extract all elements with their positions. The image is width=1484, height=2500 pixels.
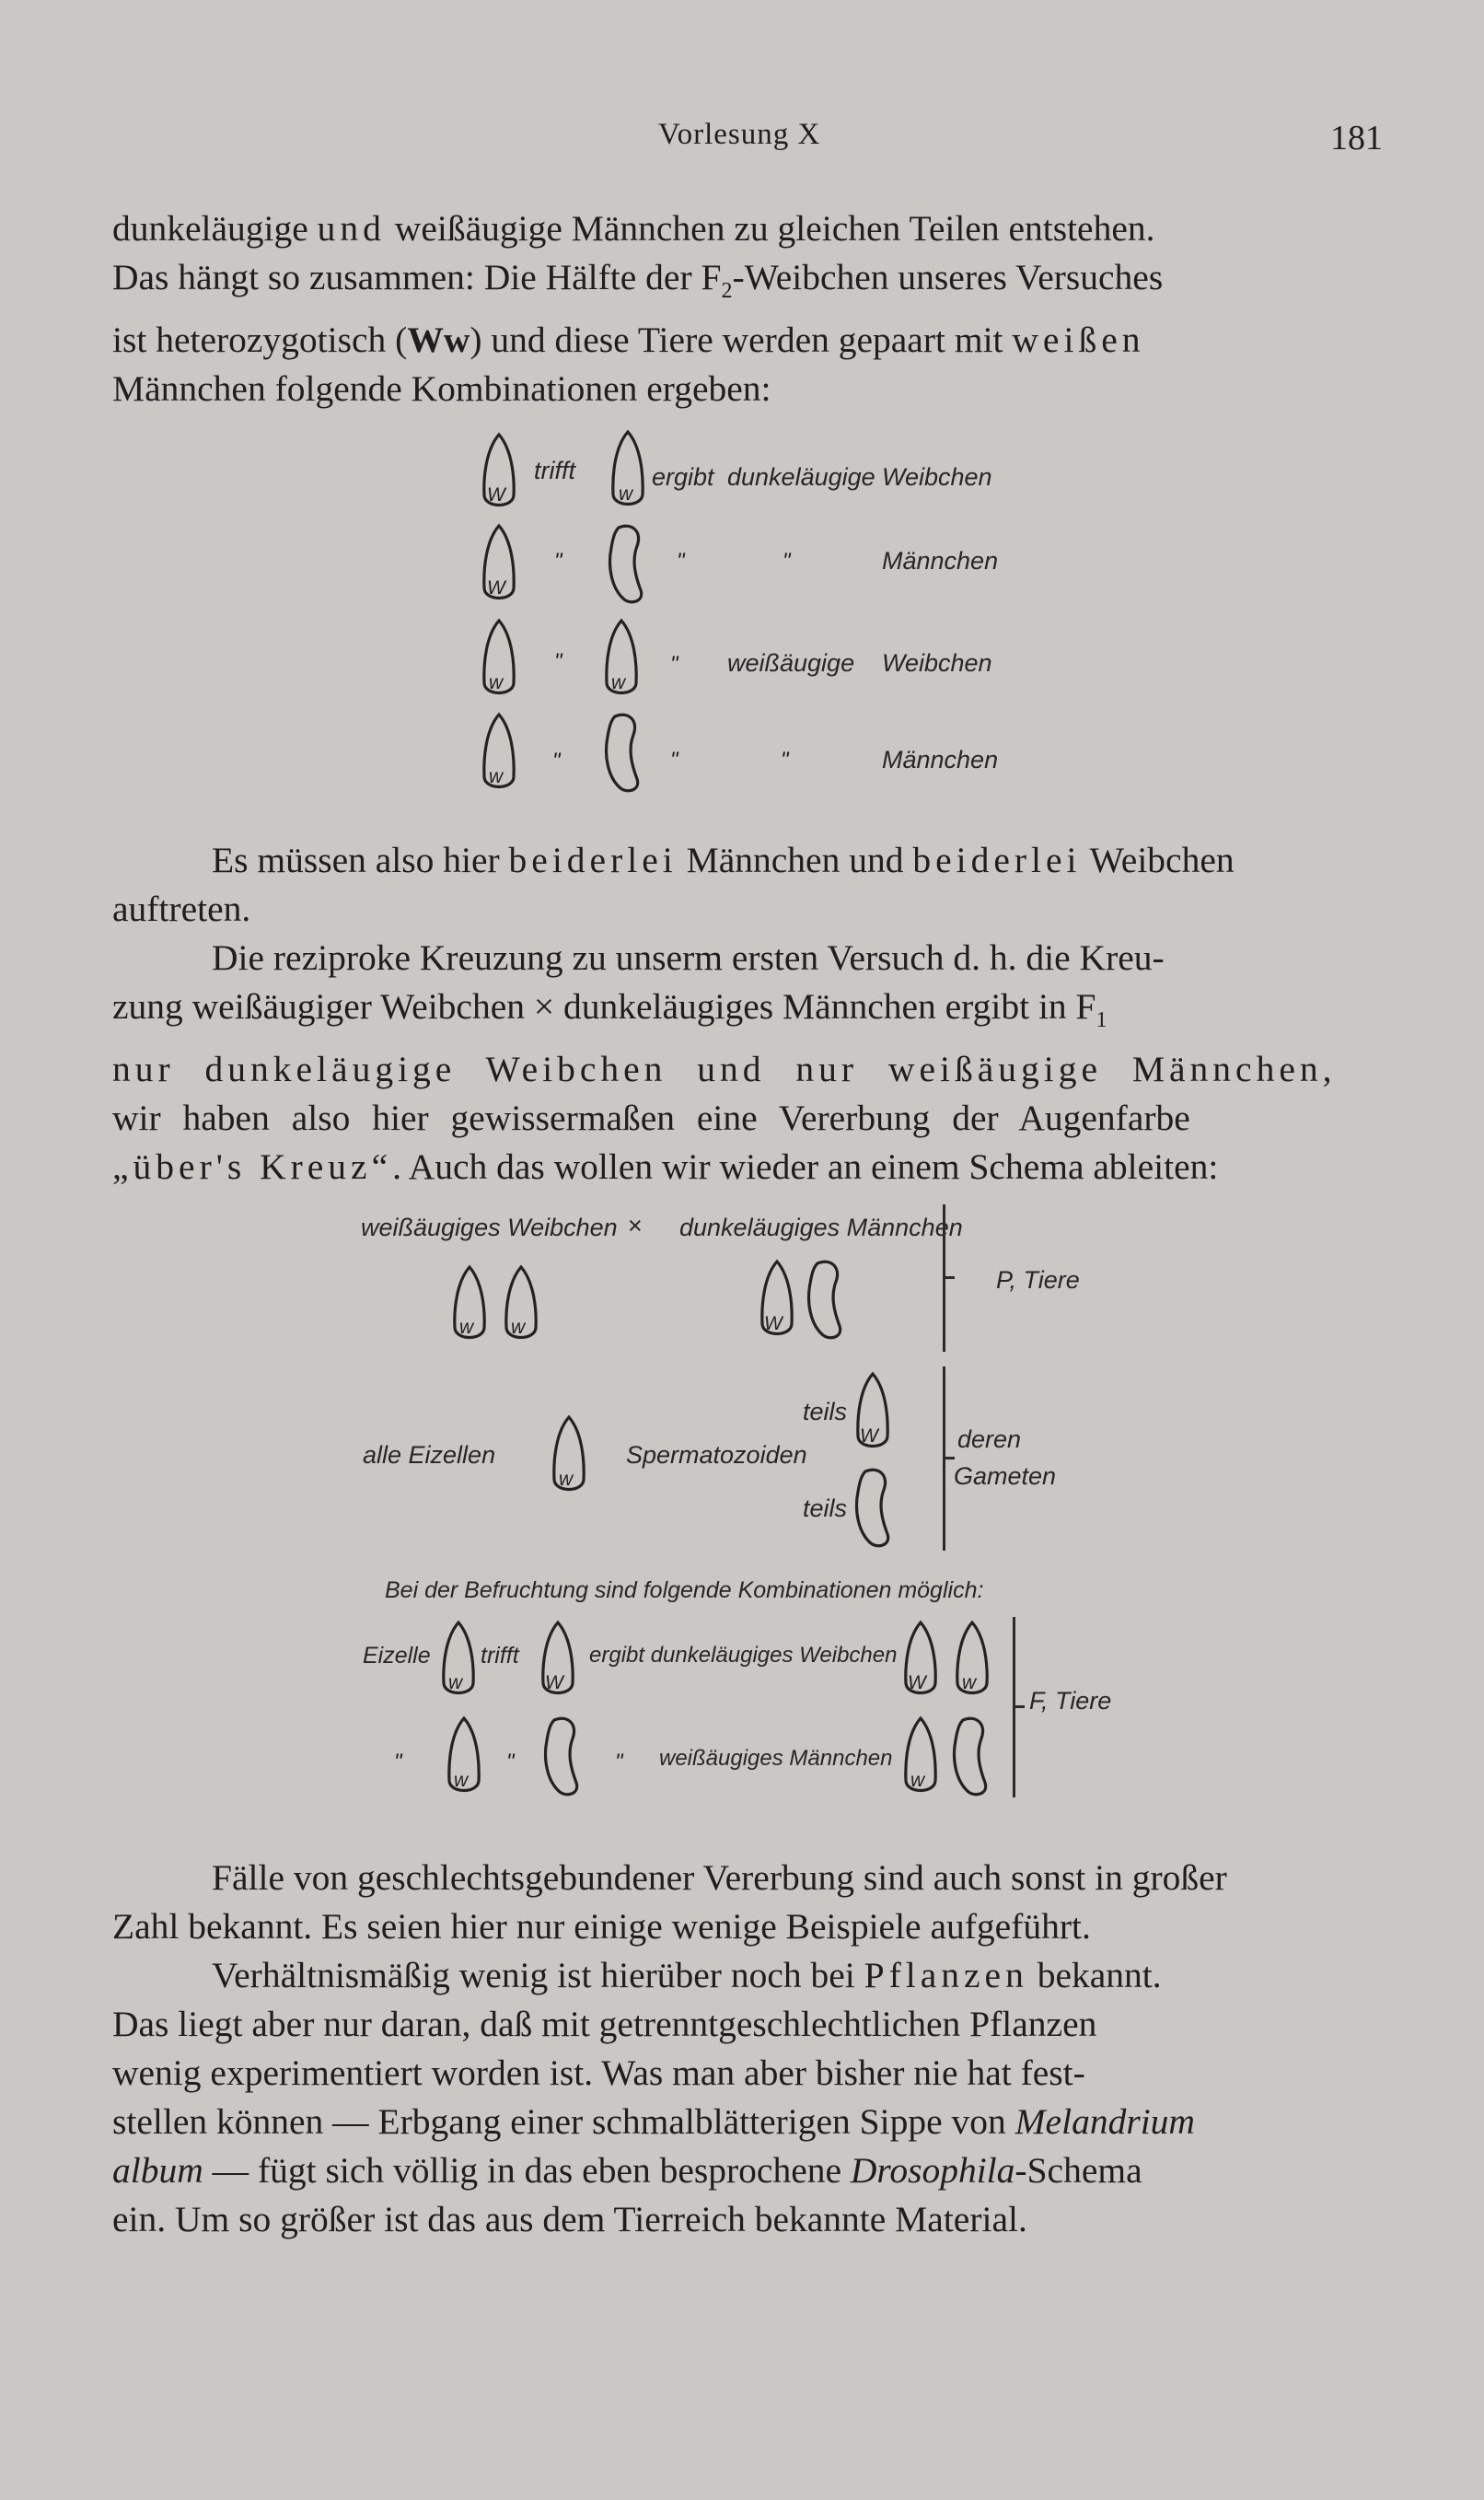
label-weiss: weißäugige: [727, 649, 855, 677]
ditto-mark: ": [677, 549, 685, 574]
brace-tip: [1015, 1705, 1025, 1708]
svg-text:W: W: [764, 1313, 783, 1334]
text-line: Verhältnismäßig wenig ist hierüber noch bei Pflanzen bekannt.: [212, 1955, 1162, 1995]
brace-tip: [945, 1276, 955, 1279]
label-trifft: trifft: [481, 1643, 519, 1669]
egg-cell-icon: [503, 1263, 539, 1346]
svg-text:w: w: [454, 1770, 469, 1791]
label-weibchen: Weibchen: [882, 649, 992, 677]
label-maennchen: Männchen: [882, 746, 999, 773]
paragraph-1: [112, 204, 1378, 413]
label-trifft: trifft: [534, 457, 575, 484]
label-teils: teils: [803, 1494, 848, 1522]
sperm-cell-icon: [803, 1256, 845, 1343]
ditto-mark: ": [554, 649, 562, 674]
svg-text:w: w: [489, 672, 504, 693]
label-weiss-maennchen: weißäugiges Männchen: [659, 1746, 893, 1771]
label-dunkel-maennchen: dunkeläugiges Männchen: [679, 1214, 963, 1241]
label-eizelle: Eizelle: [363, 1643, 431, 1669]
ditto-mark: ": [552, 749, 561, 773]
label-p-tiere: P, Tiere: [996, 1266, 1080, 1294]
brace-tip: [945, 1457, 955, 1459]
text-line: Es müssen also hier beiderlei Männchen und beiderlei Weibchen: [212, 840, 1235, 880]
paragraph-3: [112, 934, 1378, 1192]
egg-cell-icon: [481, 617, 517, 702]
ditto-mark: ": [554, 549, 562, 574]
ditto-mark: ": [615, 1750, 623, 1774]
egg-cell-icon: [854, 1370, 891, 1455]
egg-cell-icon: [481, 431, 517, 514]
ditto-mark: ": [394, 1750, 402, 1774]
page-number: 181: [1330, 119, 1383, 157]
text-line: Die reziproke Kreuzung zu unserm ersten Versuch d. h. die Kreu-: [212, 937, 1165, 978]
text-line: wir haben also hier gewissermaßen eine Vererbung der Augenfarbe: [112, 1097, 1190, 1138]
text-line: stellen können — Erbgang einer schmalblätterigen Sippe von Melandrium: [112, 2101, 1195, 2142]
paragraph-5: [112, 1951, 1378, 2244]
egg-cell-icon: [759, 1258, 795, 1343]
text-line: Zahl bekannt. Es seien hier nur einige wenige Beispiele aufgeführt.: [112, 1906, 1091, 1947]
egg-cell-icon: [609, 428, 646, 513]
svg-text:w: w: [489, 766, 504, 787]
ditto-mark: ": [781, 748, 789, 773]
egg-cell-icon: [446, 1715, 482, 1799]
label-dunkel: dunkeläugige: [727, 463, 875, 491]
egg-cell-icon: [481, 711, 517, 796]
svg-text:W: W: [487, 577, 505, 599]
sperm-cell-icon: [851, 1464, 893, 1551]
svg-text:W: W: [860, 1425, 878, 1447]
page-header: [0, 118, 1484, 173]
ditto-mark: ": [670, 748, 678, 773]
sperm-cell-icon: [600, 709, 643, 796]
text-line: Fälle von geschlechtsgebundener Vererbung sind auch sonst in großer: [212, 1857, 1227, 1898]
label-spermatozoiden: Spermatozoiden: [626, 1441, 807, 1469]
paragraph-2: [112, 836, 1378, 934]
running-title: Vorlesung X: [658, 118, 821, 151]
svg-text:w: w: [962, 1672, 977, 1693]
cross-symbol: ×: [628, 1212, 643, 1239]
sperm-cell-icon: [948, 1713, 991, 1799]
text-line: dunkeläugige und weißäugige Männchen zu gleichen Teilen entstehen.: [112, 208, 1155, 249]
text-line: „über's Kreuz“. Auch das wollen wir wieder an einem Schema ableiten:: [112, 1145, 1219, 1187]
label-ergibt: ergibt: [652, 463, 714, 491]
egg-cell-icon: [451, 1263, 488, 1346]
ditto-mark: ": [670, 652, 678, 677]
label-teils: teils: [803, 1398, 848, 1425]
label-ergibt-dunkel-weibchen: ergibt dunkeläugiges Weibchen: [589, 1643, 898, 1668]
egg-cell-icon: [440, 1619, 477, 1702]
egg-cell-icon: [539, 1619, 576, 1702]
egg-cell-icon: [902, 1715, 939, 1799]
paragraph-4: [112, 1854, 1378, 1951]
svg-text:w: w: [448, 1672, 463, 1693]
egg-cell-icon: [603, 617, 640, 702]
svg-text:W: W: [545, 1672, 563, 1693]
label-deren: deren: [957, 1425, 1022, 1453]
svg-text:w: w: [611, 672, 626, 693]
label-maennchen: Männchen: [882, 547, 999, 575]
text-line: nur dunkeläugige Weibchen und nur weißäugige Männchen,: [112, 1048, 1337, 1089]
text-line: ist heterozygotisch (Ww) und diese Tiere werden gepaart mit weißen: [112, 319, 1145, 360]
text-line: Das liegt aber nur daran, daß mit getrenntgeschlechtlichen Pflanzen: [112, 2004, 1097, 2044]
label-weiss-weibchen: weißäugiges Weibchen: [361, 1214, 618, 1241]
svg-text:w: w: [559, 1469, 574, 1490]
label-f1-tiere: F, Tiere: [1029, 1687, 1112, 1715]
text-line: ein. Um so größer ist das aus dem Tierreich bekannte Material.: [112, 2199, 1027, 2239]
text-line: auftreten.: [112, 889, 251, 929]
svg-text:w: w: [910, 1770, 925, 1791]
text-line: Das hängt so zusammen: Die Hälfte der $F_2$-Weibchen unseres Versuches: [112, 257, 1164, 303]
text-line: Männchen folgende Kombinationen ergeben:: [112, 367, 771, 409]
svg-text:w: w: [511, 1317, 526, 1338]
egg-cell-icon: [481, 522, 517, 607]
svg-text:w: w: [459, 1317, 474, 1338]
text-line: album — fügt sich völlig in das eben besprochene Drosophila-Schema: [112, 2150, 1142, 2191]
egg-cell-icon: [902, 1619, 939, 1702]
label-gameten: Gameten: [954, 1462, 1057, 1490]
text-line: wenig experimentiert worden ist. Was man aber bisher nie hat fest-: [112, 2052, 1085, 2093]
egg-cell-icon: [551, 1413, 587, 1498]
svg-text:w: w: [619, 483, 633, 505]
egg-cell-icon: [954, 1619, 991, 1702]
svg-text:W: W: [908, 1672, 926, 1693]
text-line: zung weißäugiger Weibchen × dunkeläugiges Männchen ergibt in $F_1$: [112, 986, 1107, 1032]
label-alle-eizellen: alle Eizellen: [363, 1441, 496, 1469]
sperm-cell-icon: [539, 1713, 582, 1799]
ditto-mark: ": [783, 549, 791, 574]
svg-text:W: W: [487, 484, 505, 506]
label-weibchen: Weibchen: [882, 463, 992, 491]
ditto-mark: ": [506, 1750, 515, 1774]
sperm-cell-icon: [604, 520, 646, 607]
label-befruchtung: Bei der Befruchtung sind folgende Kombinationen möglich:: [385, 1577, 984, 1603]
